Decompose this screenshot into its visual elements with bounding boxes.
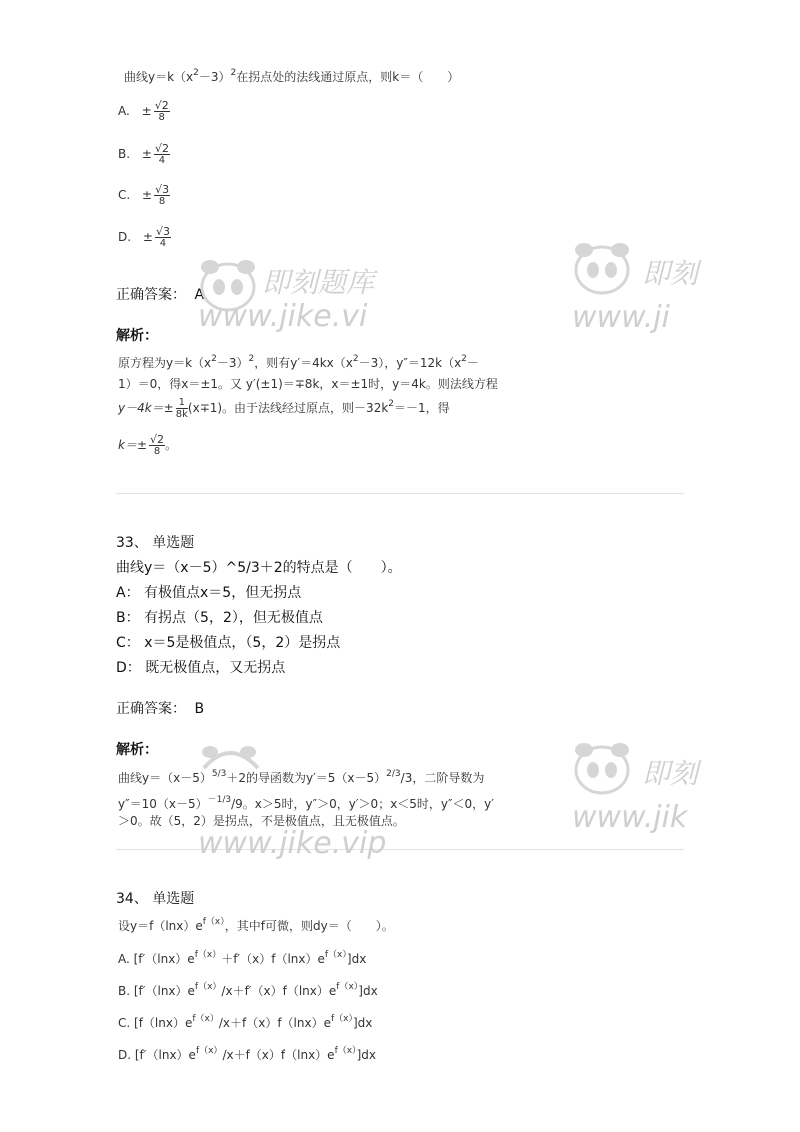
q32-option-d[interactable]: D. ± $\frac{√3}{4}$ <box>118 225 170 249</box>
panda-logo-icon <box>570 238 640 298</box>
panda-logo-icon <box>570 738 640 798</box>
answer-value: B <box>194 701 205 717</box>
section-divider <box>116 849 684 850</box>
q34-option-d[interactable]: D. $[f'(\ln x)e^{f(x)}/x+f(x)f(\ln x)e^{f(x)}]dx$ <box>118 1046 376 1062</box>
q32-option-c[interactable]: C. ± $\frac{√3}{8}$ <box>118 183 170 207</box>
q33-stem: 曲线y＝（x－5）^5/3＋2的特点是（ ）。 <box>116 560 402 576</box>
panda-logo-icon <box>196 255 266 315</box>
q34-stem: 设$y=f(\ln x)e^{f(x)}$，其中f可微，则dy＝（ ）。 <box>118 917 394 933</box>
q32-analysis-line3: y－4k＝± $\frac{1}{8k}$ (x∓1)。由于法线经过原点，则$-32k^2=-1$，得 <box>118 397 450 420</box>
q33-option-a[interactable]: A： 有极值点x＝5，但无拐点 <box>116 585 302 601</box>
q33-analysis-line3: ＞0。故（5，2）是拐点，不是极值点，且无极值点。 <box>118 814 405 828</box>
q32-option-b[interactable]: B. ± $\frac{√2}{4}$ <box>118 142 169 166</box>
q33-analysis-line2: $y''=10(x-5)^{-1/3}/9$。x＞5时，y″＞0，y′＞0；x＜5时，y″＜0，y′ <box>118 795 494 811</box>
q32-analysis-line1: 原方程为$y=k(x^2-3)^2$，则有$y'=4kx(x^2-3)$，$y''=12k(x^2-$ <box>118 354 479 370</box>
watermark: 即刻 www.jik <box>570 738 684 868</box>
q34-header: 34、 单选题 <box>116 891 195 907</box>
watermark: www.jike.vip <box>196 738 406 878</box>
q32-analysis-line4: k＝± $\frac{√2}{8}$ 。 <box>118 433 178 457</box>
q33-option-c[interactable]: C： x＝5是极值点，（5，2）是拐点 <box>116 635 341 651</box>
answer-label: 正确答案： <box>116 287 186 303</box>
q33-option-b[interactable]: B： 有拐点（5，2），但无极值点 <box>116 610 323 626</box>
q33-header: 33、 单选题 <box>116 535 195 551</box>
q32-analysis-label: 解析： <box>116 328 158 344</box>
q33-option-d[interactable]: D： 既无极值点，又无拐点 <box>116 660 286 676</box>
q33-analysis-label: 解析： <box>116 742 158 758</box>
answer-value: A <box>194 287 205 303</box>
q34-option-c[interactable]: C. $[f(\ln x)e^{f(x)}/x+f(x)f(\ln x)e^{f(x)}]dx$ <box>118 1014 373 1030</box>
watermark: 即刻题库 www.jike.vi <box>196 255 416 355</box>
section-divider <box>116 493 684 494</box>
q34-option-b[interactable]: B. $[f'(\ln x)e^{f(x)}/x+f'(x)f(\ln x)e^{f(x)}]dx$ <box>118 982 378 998</box>
q34-option-a[interactable]: A. $[f'(\ln x)e^{f(x)}+f'(x)f(\ln x)e^{f(x)}]dx$ <box>118 950 367 966</box>
q32-answer <box>116 284 204 304</box>
q33-answer <box>116 698 204 718</box>
q33-analysis-line1: 曲线$y=(x-5)^{5/3}+2$的导函数为$y'=5(x-5)^{2/3}/3$，二阶导数为 <box>118 769 485 785</box>
q32-stem: 曲线$y=k(x^2-3)^2$在拐点处的法线通过原点，则k＝（ ） <box>124 68 460 84</box>
answer-label: 正确答案： <box>116 701 186 717</box>
watermark: 即刻 www.ji <box>570 238 684 358</box>
q32-analysis-line2: 1）＝0，得x＝±1。又 y′(±1)＝∓8k，x＝±1时，y＝4k。则法线方程 <box>118 377 498 391</box>
q32-option-a[interactable]: A. ± $\frac{√2}{8}$ <box>118 99 169 123</box>
